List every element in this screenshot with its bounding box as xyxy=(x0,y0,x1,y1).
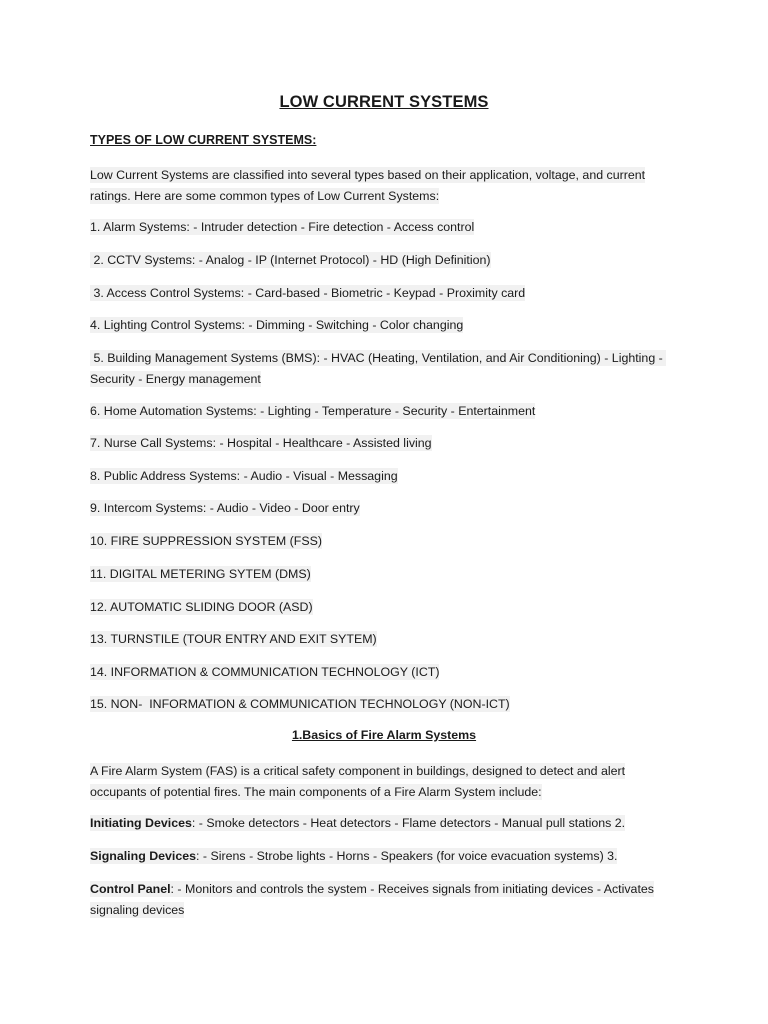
type-item-text: 2. CCTV Systems: - Analog - IP (Internet Protocol) - HD (High Definition) xyxy=(90,253,491,267)
types-subheading: TYPES OF LOW CURRENT SYSTEMS: xyxy=(90,133,317,147)
type-item-text: 7. Nurse Call Systems: - Hospital - Healthcare - Assisted living xyxy=(90,436,432,450)
type-item-text: 1. Alarm Systems: - Intruder detection - Fire detection - Access control xyxy=(90,220,475,234)
type-item-text: 6. Home Automation Systems: - Lighting - Temperature - Security - Entertainment xyxy=(90,404,536,418)
type-item-8 xyxy=(90,466,680,487)
section-intro-text: A Fire Alarm System (FAS) is a critical safety component in buildings, designed to detect and alert occupants of potential fires. The main components of a Fire Alarm System include: xyxy=(90,764,626,799)
type-item-6 xyxy=(90,401,680,422)
component-text: : - Monitors and controls the system - Receives signals from initiating devices - Activates signaling devices xyxy=(90,882,654,917)
component-initiating-devices xyxy=(90,813,680,834)
type-item-1 xyxy=(90,217,680,238)
type-item-9 xyxy=(90,498,680,519)
type-item-text: 14. INFORMATION & COMMUNICATION TECHNOLOGY (ICT) xyxy=(90,665,440,679)
type-item-4 xyxy=(90,315,680,336)
type-item-12 xyxy=(90,597,680,618)
type-item-2 xyxy=(90,250,680,271)
type-item-11 xyxy=(90,564,680,585)
type-item-text: 12. AUTOMATIC SLIDING DOOR (ASD) xyxy=(90,600,313,614)
type-item-text: 10. FIRE SUPPRESSION SYSTEM (FSS) xyxy=(90,534,323,548)
type-item-10 xyxy=(90,531,680,552)
type-item-5 xyxy=(90,348,680,389)
type-item-text: 8. Public Address Systems: - Audio - Visual - Messaging xyxy=(90,469,398,483)
section-intro-paragraph xyxy=(90,761,680,802)
component-term: Signaling Devices xyxy=(90,849,197,863)
page-title: LOW CURRENT SYSTEMS xyxy=(279,93,489,111)
intro-text: Low Current Systems are classified into several types based on their application, voltage, and current ratings. Here are some common types of Low Current Systems: xyxy=(90,168,646,203)
type-item-13 xyxy=(90,629,680,650)
type-item-text: 11. DIGITAL METERING SYTEM (DMS) xyxy=(90,567,311,581)
type-item-15 xyxy=(90,694,680,715)
type-item-text: 15. NON- INFORMATION & COMMUNICATION TECHNOLOGY (NON-ICT) xyxy=(90,697,510,711)
component-text: : - Sirens - Strobe lights - Horns - Speakers (for voice evacuation systems) 3. xyxy=(196,849,618,863)
type-item-text: 5. Building Management Systems (BMS): - HVAC (Heating, Ventilation, and Air Conditioning) - Lighting - Security - Energy management xyxy=(90,351,667,386)
component-control-panel xyxy=(90,879,680,920)
type-item-3 xyxy=(90,283,680,304)
component-term: Initiating Devices xyxy=(90,816,192,830)
type-item-14 xyxy=(90,662,680,683)
component-text: : - Smoke detectors - Heat detectors - Flame detectors - Manual pull stations 2. xyxy=(191,816,626,830)
type-item-7 xyxy=(90,433,680,454)
section-heading: 1.Basics of Fire Alarm Systems xyxy=(291,728,477,742)
intro-paragraph xyxy=(90,165,680,206)
component-signaling-devices xyxy=(90,846,680,867)
type-item-text: 13. TURNSTILE (TOUR ENTRY AND EXIT SYTEM) xyxy=(90,632,377,646)
type-item-text: 3. Access Control Systems: - Card-based - Biometric - Keypad - Proximity card xyxy=(90,286,526,300)
type-item-text: 9. Intercom Systems: - Audio - Video - Door entry xyxy=(90,501,360,515)
component-term: Control Panel xyxy=(90,882,171,896)
type-item-text: 4. Lighting Control Systems: - Dimming - Switching - Color changing xyxy=(90,318,464,332)
